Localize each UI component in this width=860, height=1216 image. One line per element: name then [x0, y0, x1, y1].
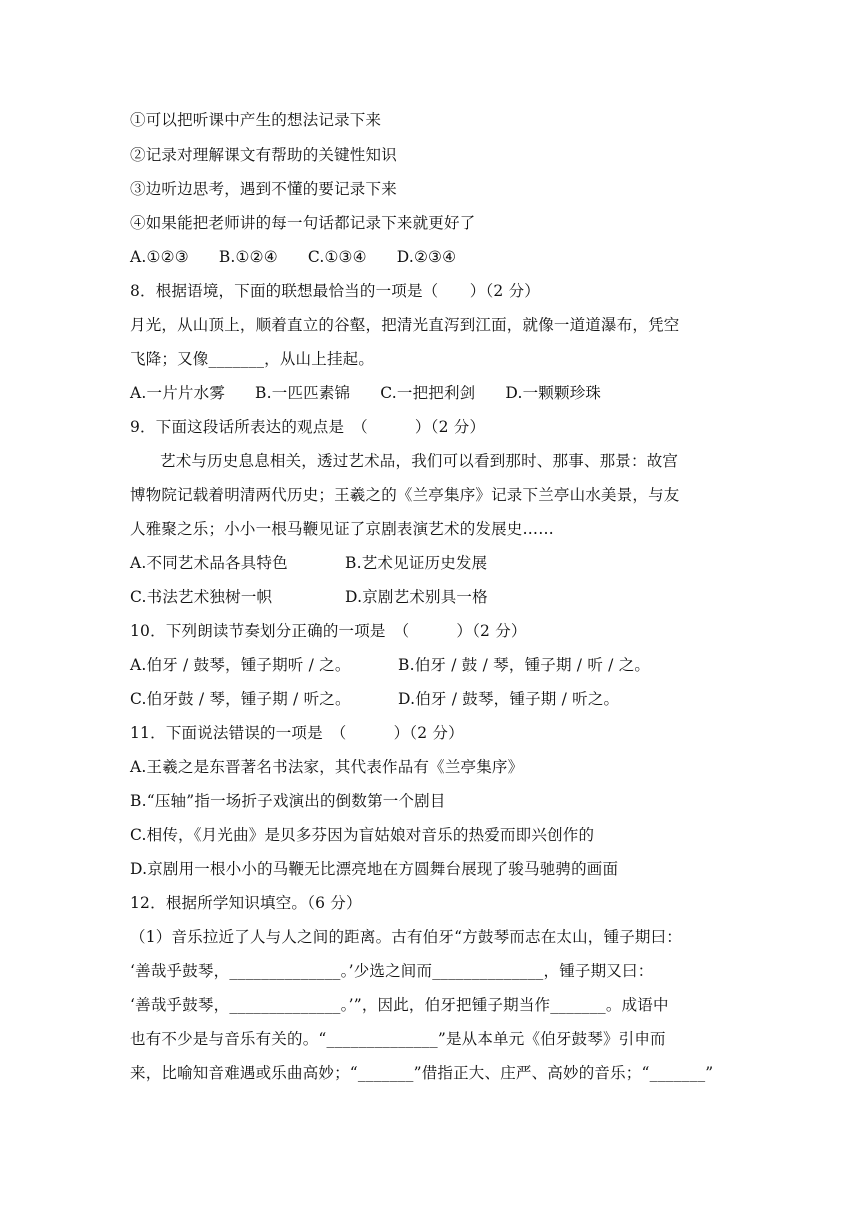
q7-item-4: ④如果能把老师讲的每一句话都记录下来就更好了: [130, 214, 476, 232]
q7-item-3: ③边听边思考，遇到不懂的要记录下来: [130, 180, 397, 198]
q8-option-b: B.一匹匹素锦: [255, 384, 351, 402]
q10-option-d: D.伯牙 / 鼓琴，锺子期 / 听之。: [398, 690, 620, 708]
q11-option-d: D.京剧用一根小小的马鞭无比漂亮地在方圆舞台展现了骏马驰骋的画面: [130, 860, 619, 878]
q9-options-row-1: [130, 553, 487, 573]
q7-item-2: ②记录对理解课文有帮助的关键性知识: [130, 146, 397, 164]
q9-passage-line-3: 人雅聚之乐；小小一根马鞭见证了京剧表演艺术的发展史……: [130, 520, 554, 538]
q7-option-b: B.①②④: [218, 248, 278, 266]
q11-option-c: C.相传，《月光曲》是贝多芬因为盲姑娘对音乐的热爱而即兴创作的: [130, 826, 595, 844]
q9-option-c: C.书法艺术独树一帜: [130, 588, 273, 606]
q9-passage-line-1: 艺术与历史息息相关，透过艺术品，我们可以看到那时、那事、那景：故宫: [160, 452, 679, 470]
q12-passage-line-5: 来，比喻知音难遇或乐曲高妙；“_______”借指正大、庄严、高妙的音乐；“_______”: [130, 1064, 714, 1082]
q10-stem: 10．下列朗读节奏划分正确的一项是 （ ）（2 分）: [130, 622, 527, 640]
q8-option-d: D.一颗颗珍珠: [505, 384, 602, 402]
q7-options: [130, 247, 456, 267]
q11-option-b: B.“压轴”指一场折子戏演出的倒数第一个剧目: [130, 792, 446, 810]
q9-stem: 9．下面这段话所表达的观点是 （ ）（2 分）: [130, 418, 486, 436]
q12-passage-line-2: ‘善哉乎鼓琴，______________。’少选之间而______________，锺子期又曰：: [130, 962, 654, 980]
q9-option-d: D.京剧艺术别具一格: [345, 588, 488, 606]
q12-stem: 12．根据所学知识填空。（6 分）: [130, 894, 362, 912]
q10-options-row-2: [130, 689, 619, 709]
q8-option-a: A.一片片水雾: [130, 384, 226, 402]
q10-option-b: B.伯牙 / 鼓 / 琴，锺子期 / 听 / 之。: [398, 656, 651, 674]
q7-option-a: A.①②③: [130, 248, 189, 266]
q8-passage-line-2: 飞降；又像_______，从山上挂起。: [130, 350, 375, 368]
q10-options-row-1: [130, 655, 650, 675]
q12-passage-line-3: ‘善哉乎鼓琴，______________。’”，因此，伯牙把锺子期当作_______。成语中: [130, 996, 669, 1014]
q9-options-row-2: [130, 587, 488, 607]
q8-passage-line-1: 月光，从山顶上，顺着直立的谷壑，把清光直泻到江面，就像一道道瀑布，凭空: [130, 316, 680, 334]
q11-stem: 11．下面说法错误的一项是 （ ）（2 分）: [130, 724, 464, 742]
q10-option-c: C.伯牙鼓 / 琴，锺子期 / 听之。: [130, 690, 351, 708]
q9-option-b: B.艺术见证历史发展: [345, 554, 488, 572]
q12-passage-line-1: （1）音乐拉近了人与人之间的距离。古有伯牙“方鼓琴而志在太山，锺子期曰：: [130, 928, 682, 946]
q9-option-a: A.不同艺术品各具特色: [130, 554, 288, 572]
q7-option-c: C.①③④: [307, 248, 367, 266]
q7-option-d: D.②③④: [396, 248, 457, 266]
q8-option-c: C.一把把利剑: [380, 384, 476, 402]
q11-option-a: A.王羲之是东晋著名书法家，其代表作品有《兰亭集序》: [130, 758, 524, 776]
q10-option-a: A.伯牙 / 鼓琴，锺子期听 / 之。: [130, 656, 351, 674]
q12-passage-line-4: 也有不少是与音乐有关的。“______________”是从本单元《伯牙鼓琴》引申而: [130, 1030, 666, 1048]
q7-item-1: ①可以把听课中产生的想法记录下来: [130, 111, 382, 129]
q9-passage-line-2: 博物院记载着明清两代历史；王羲之的《兰亭集序》记录下兰亭山水美景，与友: [130, 486, 680, 504]
q8-stem: 8．根据语境，下面的联想最恰当的一项是（ ）（2 分）: [130, 282, 541, 300]
q8-options: [130, 383, 601, 403]
